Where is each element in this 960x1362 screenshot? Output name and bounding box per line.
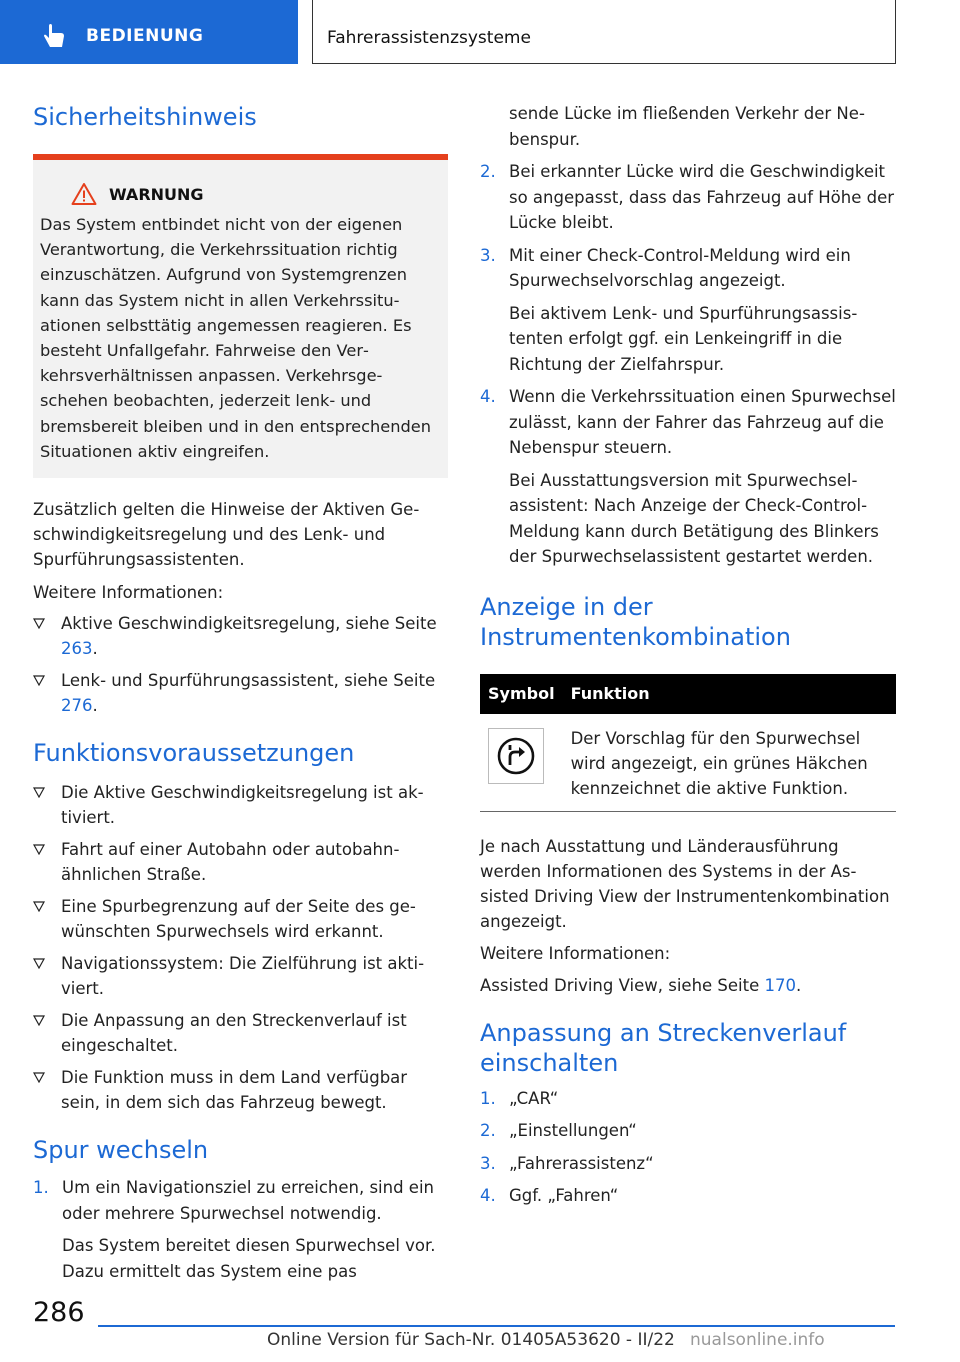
- display-para: Je nach Ausstattung und Länderausführung werden Informationen des Systems in der Assisted Driving View der Instrumentenkombination angezeigt.: [480, 836, 890, 931]
- chapter-label: Fahrerassistenzsysteme: [327, 28, 531, 48]
- page-link-263[interactable]: 263: [61, 639, 93, 659]
- requirements-list: [33, 780, 448, 1115]
- chapter-tab: [312, 0, 896, 64]
- list-item: 2. Bei erkannter Lücke wird die Geschwindigkeit so angepasst, dass das Fahrzeug auf Höhe der Lücke bleibt.: [480, 162, 895, 232]
- bullet-triangle-icon: [33, 787, 45, 798]
- bullet-triangle-icon: [33, 1072, 45, 1083]
- function-text: Der Vorschlag für den Spurwechsel wird angezeigt, ein grünes Häkchen kennzeichnet die aktive Funktion.: [563, 714, 896, 812]
- footer-rule: [98, 1325, 895, 1327]
- list-item: Die Aktive Geschwindigkeitsregelung ist aktiviert.: [33, 780, 448, 830]
- safety-heading: Sicherheitshinweis: [33, 103, 257, 131]
- list-item: Die Funktion muss in dem Land verfügbar sein, in dem sich das Fahrzeug bewegt.: [33, 1065, 448, 1115]
- list-item: Aktive Geschwindigkeitsregelung, siehe Seite 263.: [33, 611, 448, 661]
- list-item: Lenk- und Spurführungsassistent, siehe Seite 276.: [33, 668, 448, 718]
- bullet-triangle-icon: [33, 1015, 45, 1026]
- warning-text: Das System entbindet nicht von der eigenen Verantwortung, die Verkehrssituation richtig einzuschätzen. Aufgrund von Systemgrenzen kann das System nicht in allen Verkehrssituationen selbsttätig angemessen reagieren. Es besteht Unfallgefahr. Fahrweise den Verkehrsverhältnissen anpassen. Verkehrsgeschehen beobachten, jederzeit lenk- und bremsbereit bleiben und in den entsprechenden Situationen aktiv eingreifen.: [40, 215, 431, 461]
- list-item: Eine Spurbegrenzung auf der Seite des gewünschten Spurwechsels wird erkannt.: [33, 894, 448, 944]
- footer-text: Online Version für Sach-Nr. 01405A53620 - II/22: [267, 1330, 675, 1350]
- section-tab: [0, 0, 298, 64]
- page-link-170[interactable]: 170: [764, 975, 797, 995]
- lane-change-steps-right: [480, 101, 896, 570]
- list-item: 1. Um ein Navigationsziel zu erreichen, sind ein oder mehrere Spurwechsel notwendig. Das System bereitet diesen Spurwechsel vor. Dazu ermittelt das System eine pas: [33, 1178, 436, 1281]
- list-item: 3. „Fahrerassistenz“: [480, 1153, 654, 1173]
- section-label: BEDIENUNG: [86, 26, 204, 46]
- list-item: 4. Wenn die Verkehrssituation einen Spurwechsel zulässt, kann der Fahrer das Fahrzeug auf die Nebenspur steuern. Bei Ausstattungsversion mit Spurwechselassistent: Nach Anzeige der Check-Control-Meldung kann durch Betätigung des Blinkers der Spurwechselassistent gestartet werden.: [480, 387, 896, 566]
- lane-change-heading: Spur wechseln: [33, 1136, 209, 1165]
- route-adapt-heading: Anpassung an Streckenverlauf einschalten: [480, 1018, 847, 1077]
- bullet-triangle-icon: [33, 675, 45, 686]
- list-item: 1. „CAR“: [480, 1088, 559, 1108]
- display-heading: Anzeige in der Instrumentenkombination: [480, 592, 791, 651]
- more-info-label: Weitere Informationen:: [33, 583, 224, 603]
- warning-header: [40, 182, 440, 206]
- bullet-triangle-icon: [33, 958, 45, 969]
- warning-label: WARNUNG: [109, 184, 204, 204]
- list-item: 2. „Einstellungen“: [480, 1121, 637, 1140]
- route-adapt-steps: [480, 1086, 896, 1209]
- requirements-heading: Funktionsvoraussetzungen: [33, 739, 355, 768]
- additional-notes: Zusätzlich gelten die Hinweise der Aktiven Geschwindigkeitsregelung und des Lenk- und Spurführungsassistenten.: [33, 500, 420, 570]
- page-link-276[interactable]: 276: [61, 696, 93, 716]
- col-symbol: Symbol: [480, 674, 563, 714]
- info-links: [33, 611, 448, 718]
- display-more-info: Weitere Informationen:: [480, 943, 671, 963]
- symbol-table: [480, 674, 896, 812]
- watermark: nualsonline.info: [690, 1330, 825, 1350]
- bullet-triangle-icon: [33, 901, 45, 912]
- display-link-line: Assisted Driving View, siehe Seite 170.: [480, 975, 802, 995]
- warning-box: [33, 154, 448, 478]
- table-header: [480, 674, 896, 714]
- col-function: Funktion: [563, 674, 896, 714]
- lane-change-suggestion-icon: [488, 728, 544, 784]
- right-column: [480, 96, 896, 1216]
- table-row: [480, 714, 896, 812]
- lane-change-steps-left: [33, 1175, 448, 1284]
- bullet-triangle-icon: [33, 618, 45, 629]
- bullet-triangle-icon: [33, 844, 45, 855]
- list-item: Fahrt auf einer Autobahn oder autobahnähnlichen Straße.: [33, 837, 448, 887]
- warning-triangle-icon: [71, 182, 97, 206]
- list-item: 3. Mit einer Check-Control-Meldung wird ein Spurwechselvorschlag angezeigt. Bei aktivem Lenk- und Spurführungsassistenten erfolgt ggf. ein Lenkeingriff in die Richtung der Zielfahrspur.: [480, 245, 858, 374]
- list-item: Navigationssystem: Die Zielführung ist aktiviert.: [33, 951, 448, 1001]
- page-number: 286: [33, 1297, 85, 1328]
- hand-pointer-icon: [40, 23, 68, 51]
- list-item: 4. Ggf. „Fahren“: [480, 1186, 619, 1205]
- list-item: Die Anpassung an den Streckenverlauf ist eingeschaltet.: [33, 1008, 448, 1058]
- list-item: sende Lücke im fließenden Verkehr der Nebenspur.: [509, 104, 865, 149]
- left-column: [33, 96, 448, 1291]
